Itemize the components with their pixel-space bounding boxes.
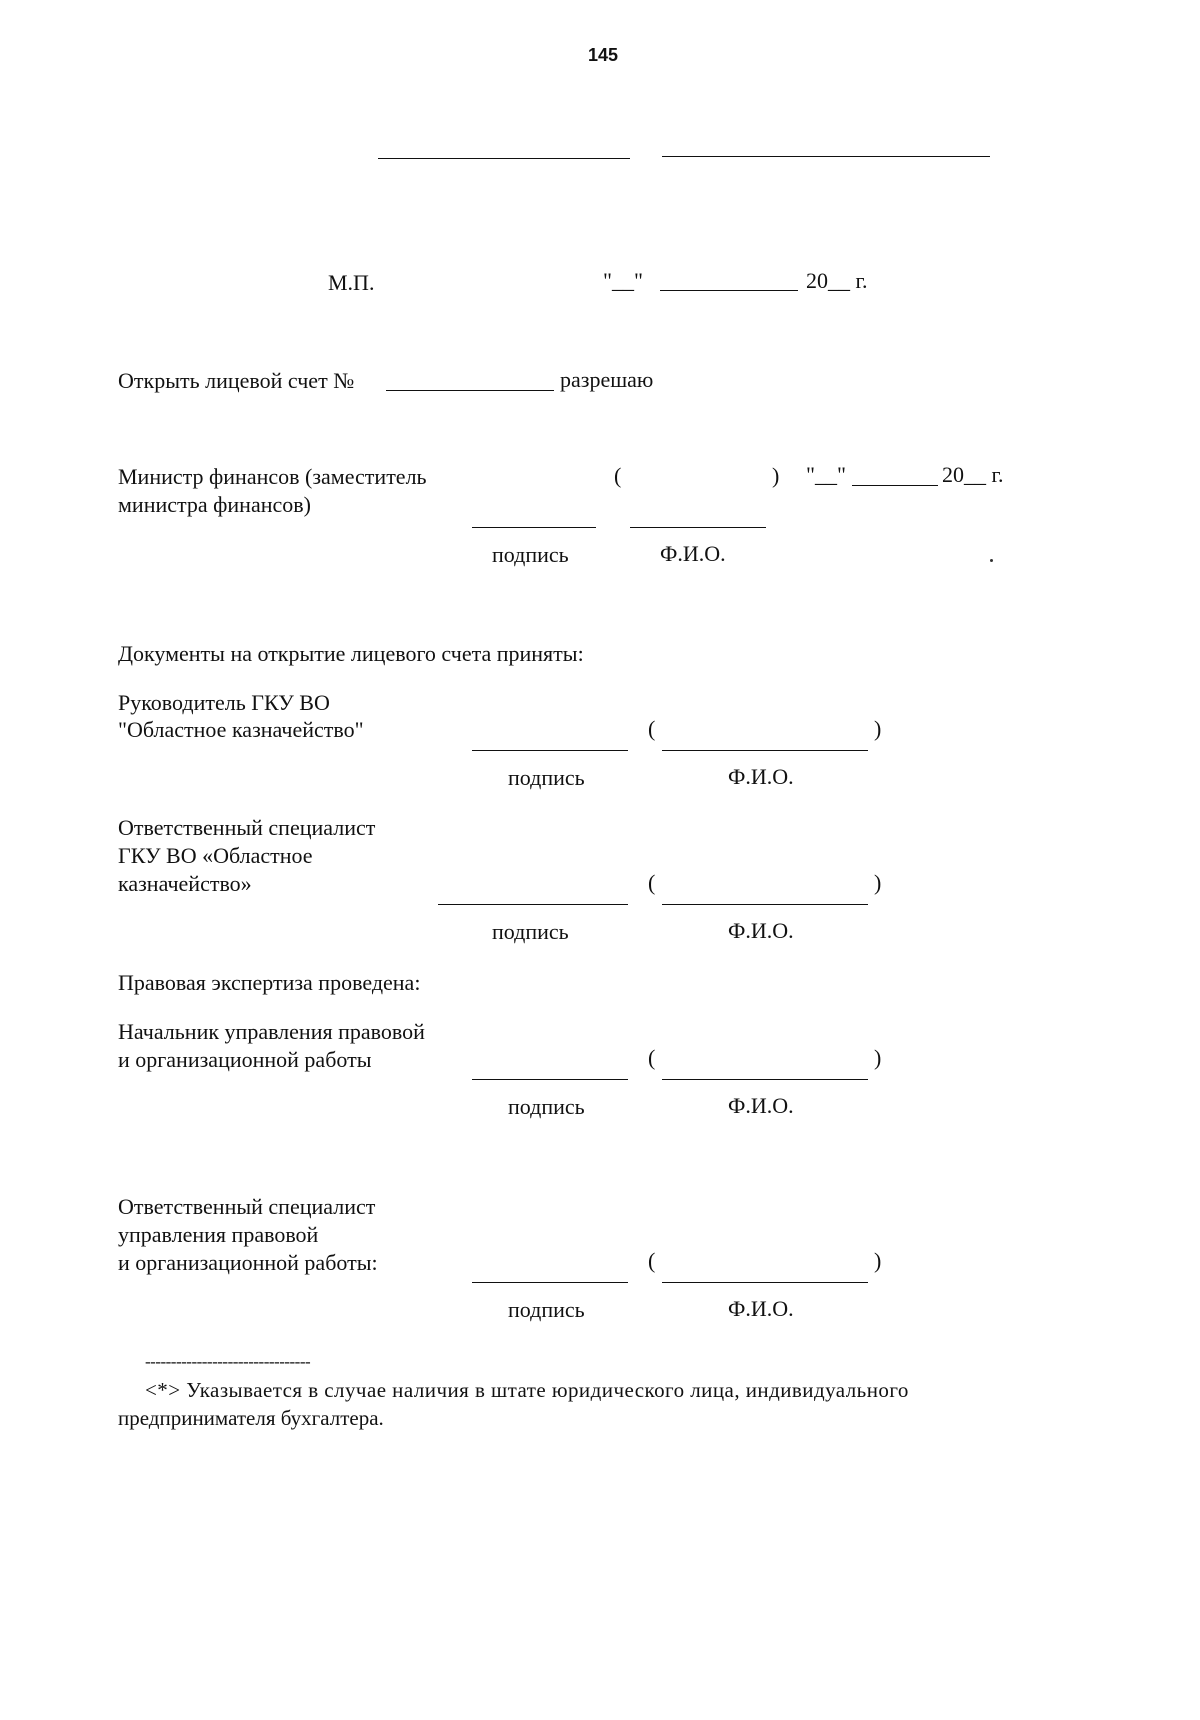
date-day-field: "__" bbox=[603, 268, 643, 293]
head-gku-line2: "Областное казначейство" bbox=[118, 717, 364, 742]
documents-heading: Документы на открытие лицевого счета приняты: bbox=[118, 641, 584, 666]
paren-open: ( bbox=[648, 1248, 656, 1273]
signature-caption: подпись bbox=[508, 1094, 585, 1119]
signature-caption: подпись bbox=[492, 919, 569, 944]
fio-caption: Ф.И.О. bbox=[728, 1093, 794, 1118]
legal-head-line1: Начальник управления правовой bbox=[118, 1019, 425, 1044]
signature-caption: подпись bbox=[508, 765, 585, 790]
date-year-field: 20__ г. bbox=[942, 462, 1004, 487]
legal-specialist-line1: Ответственный специалист bbox=[118, 1194, 376, 1219]
signature-line bbox=[472, 750, 628, 751]
footnote-line1: <*> Указывается в случае наличия в штате юридического лица, индивидуального bbox=[145, 1378, 909, 1402]
page-number: 145 bbox=[588, 45, 619, 65]
name-line bbox=[662, 904, 868, 905]
paren-close: ) bbox=[874, 716, 882, 741]
name-line bbox=[662, 156, 990, 157]
account-number-line bbox=[386, 390, 554, 391]
date-month-line bbox=[852, 485, 938, 486]
open-account-text: Открыть лицевой счет № bbox=[118, 368, 355, 393]
name-line bbox=[662, 1282, 868, 1283]
date-year-field: 20__ г. bbox=[806, 268, 868, 293]
signature-line bbox=[378, 158, 630, 159]
paren-open: ( bbox=[648, 1045, 656, 1070]
date-day-field: "__" bbox=[806, 462, 846, 487]
signature-line bbox=[472, 1282, 628, 1283]
fio-caption: Ф.И.О. bbox=[728, 918, 794, 943]
signature-caption: подпись bbox=[492, 542, 569, 567]
name-line bbox=[662, 750, 868, 751]
specialist-gku-line1: Ответственный специалист bbox=[118, 815, 376, 840]
name-line bbox=[662, 1079, 868, 1080]
open-account-suffix: разрешаю bbox=[560, 367, 654, 392]
fio-caption: Ф.И.О. bbox=[728, 1296, 794, 1321]
footnote-line2: предпринимателя бухгалтера. bbox=[118, 1406, 384, 1430]
paren-open: ( bbox=[648, 716, 656, 741]
legal-heading: Правовая экспертиза проведена: bbox=[118, 970, 421, 995]
paren-close: ) bbox=[874, 1045, 882, 1070]
name-line bbox=[630, 527, 766, 528]
specialist-gku-line2: ГКУ ВО «Областное bbox=[118, 843, 313, 868]
footnote-separator: -------------------------------- bbox=[145, 1352, 311, 1371]
fio-caption: Ф.И.О. bbox=[728, 764, 794, 789]
fio-caption: Ф.И.О. bbox=[660, 541, 726, 566]
signature-line bbox=[438, 904, 628, 905]
minister-title-line2: министра финансов) bbox=[118, 492, 311, 517]
date-month-line bbox=[660, 290, 798, 291]
legal-specialist-line3: и организационной работы: bbox=[118, 1250, 378, 1275]
specialist-gku-line3: казначейство» bbox=[118, 871, 252, 896]
signature-caption: подпись bbox=[508, 1297, 585, 1322]
legal-specialist-line2: управления правовой bbox=[118, 1222, 319, 1247]
paren-close: ) bbox=[874, 870, 882, 895]
paren-open: ( bbox=[648, 870, 656, 895]
signature-line bbox=[472, 527, 596, 528]
paren-close: ) bbox=[874, 1248, 882, 1273]
minister-title-line1: Министр финансов (заместитель bbox=[118, 464, 427, 489]
signature-line bbox=[472, 1079, 628, 1080]
paren-close: ) bbox=[772, 463, 780, 488]
dot-mark bbox=[990, 559, 993, 562]
head-gku-line1: Руководитель ГКУ ВО bbox=[118, 690, 330, 715]
stamp-mark: М.П. bbox=[328, 270, 375, 295]
paren-open: ( bbox=[614, 463, 622, 488]
legal-head-line2: и организационной работы bbox=[118, 1047, 372, 1072]
